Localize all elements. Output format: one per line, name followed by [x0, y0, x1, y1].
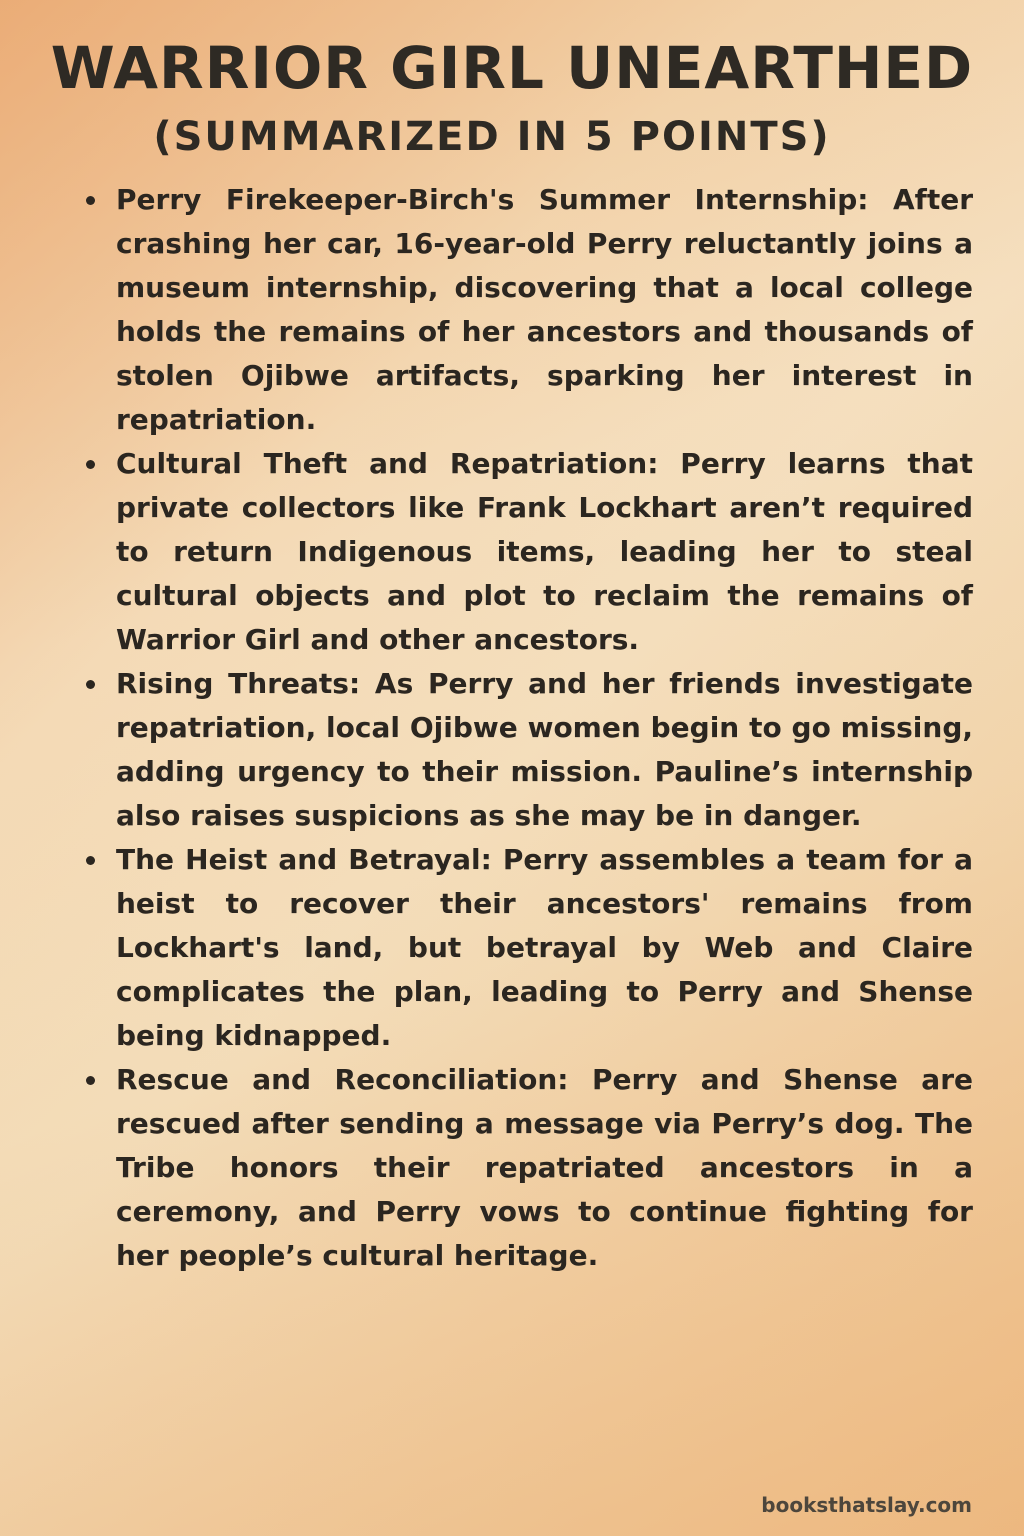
summary-list [116, 178, 973, 1278]
site-watermark: booksthatslay.com [761, 1493, 972, 1517]
list-item: Rising Threats: As Perry and her friends investigate repatriation, local Ojibwe women begin to go missing, adding urgency to their mission. Pauline’s internship also raises suspicions as she may be in danger. [116, 662, 973, 838]
list-item: Rescue and Reconciliation: Perry and Shense are rescued after sending a message via Perry’s dog. The Tribe honors their repatriated ancestors in a ceremony, and Perry vows to continue fighting for her people’s cultural heritage. [116, 1058, 973, 1278]
list-item: Cultural Theft and Repatriation: Perry learns that private collectors like Frank Lockhart aren’t required to return Indigenous items, leading her to steal cultural objects and plot to reclaim the remains of Warrior Girl and other ancestors. [116, 442, 973, 662]
page-subtitle: (SUMMARIZED IN 5 POINTS) [153, 114, 831, 160]
list-item: Perry Firekeeper-Birch's Summer Internship: After crashing her car, 16-year-old Perry reluctantly joins a museum internship, discovering that a local college holds the remains of her ancestors and thousands of stolen Ojibwe artifacts, sparking her interest in repatriation. [116, 178, 973, 442]
list-item: The Heist and Betrayal: Perry assembles a team for a heist to recover their ancestors' remains from Lockhart's land, but betrayal by Web and Claire complicates the plan, leading to Perry and Shense being kidnapped. [116, 838, 973, 1058]
page-title: WARRIOR GIRL UNEARTHED [50, 34, 974, 102]
